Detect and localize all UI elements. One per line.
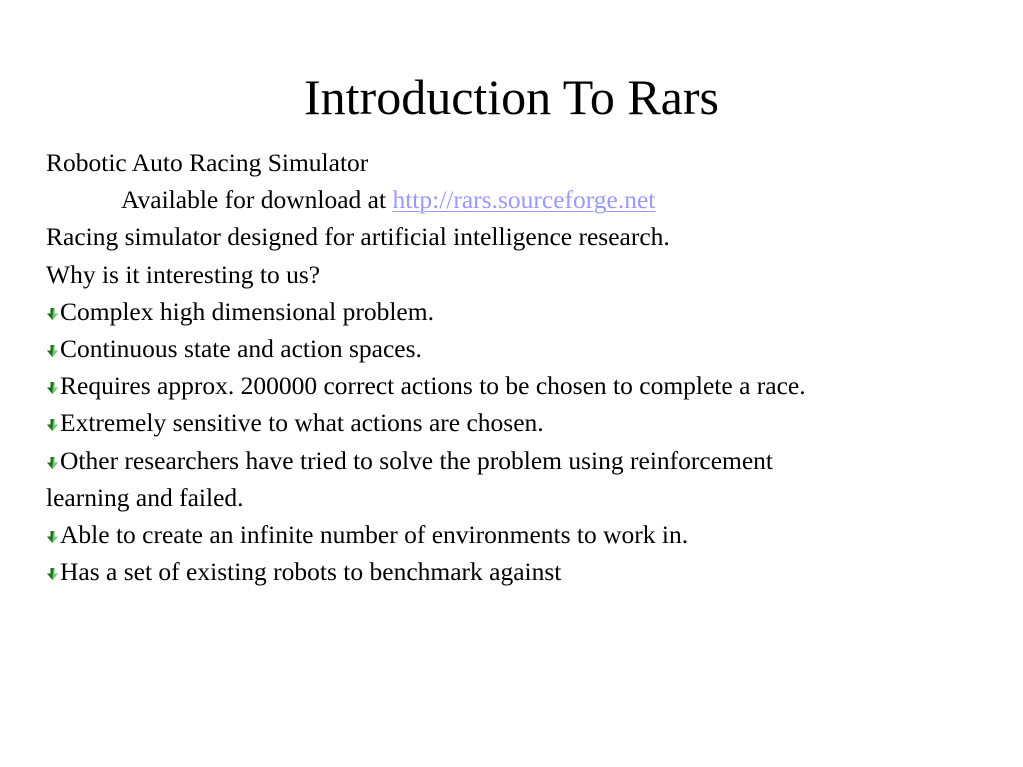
description-line: Racing simulator designed for artificial intelligence research. xyxy=(46,222,670,252)
bullet-text: Continuous state and action spaces. xyxy=(60,334,422,364)
bullet-icon xyxy=(46,418,59,432)
bullet-continuation: learning and failed. xyxy=(46,482,244,512)
bullet-text: Complex high dimensional problem. xyxy=(60,296,434,326)
bullet-item xyxy=(46,516,1006,553)
bullet-text: Extremely sensitive to what actions are chosen. xyxy=(60,408,544,438)
download-link[interactable]: http://rars.sourceforge.net xyxy=(392,185,656,215)
bullet-icon xyxy=(46,567,59,581)
bullet-item xyxy=(46,553,1006,590)
slide-body xyxy=(46,144,1006,590)
bullet-text: Has a set of existing robots to benchmark against xyxy=(60,557,562,587)
download-prefix: Available for download at xyxy=(121,185,393,215)
bullet-text: Other researchers have tried to solve the problem using reinforcement xyxy=(60,445,774,475)
bullet-icon xyxy=(46,307,59,321)
bullet-icon xyxy=(46,344,59,358)
bullet-text: Requires approx. 200000 correct actions to be chosen to complete a race. xyxy=(60,371,806,401)
bullet-icon xyxy=(46,456,59,470)
bullet-item xyxy=(46,293,1006,330)
bullet-icon xyxy=(46,530,59,544)
bullet-icon xyxy=(46,381,59,395)
bullet-item xyxy=(46,404,1006,441)
question-line: Why is it interesting to us? xyxy=(46,259,321,289)
bullet-item xyxy=(46,330,1006,367)
slide-title: Introduction To Rars xyxy=(304,69,719,125)
bullet-text: Able to create an infinite number of environments to work in. xyxy=(60,520,689,550)
bullet-item xyxy=(46,442,1006,479)
bullet-item xyxy=(46,367,1006,404)
download-line xyxy=(46,181,1006,218)
intro-heading: Robotic Auto Racing Simulator xyxy=(46,148,369,177)
